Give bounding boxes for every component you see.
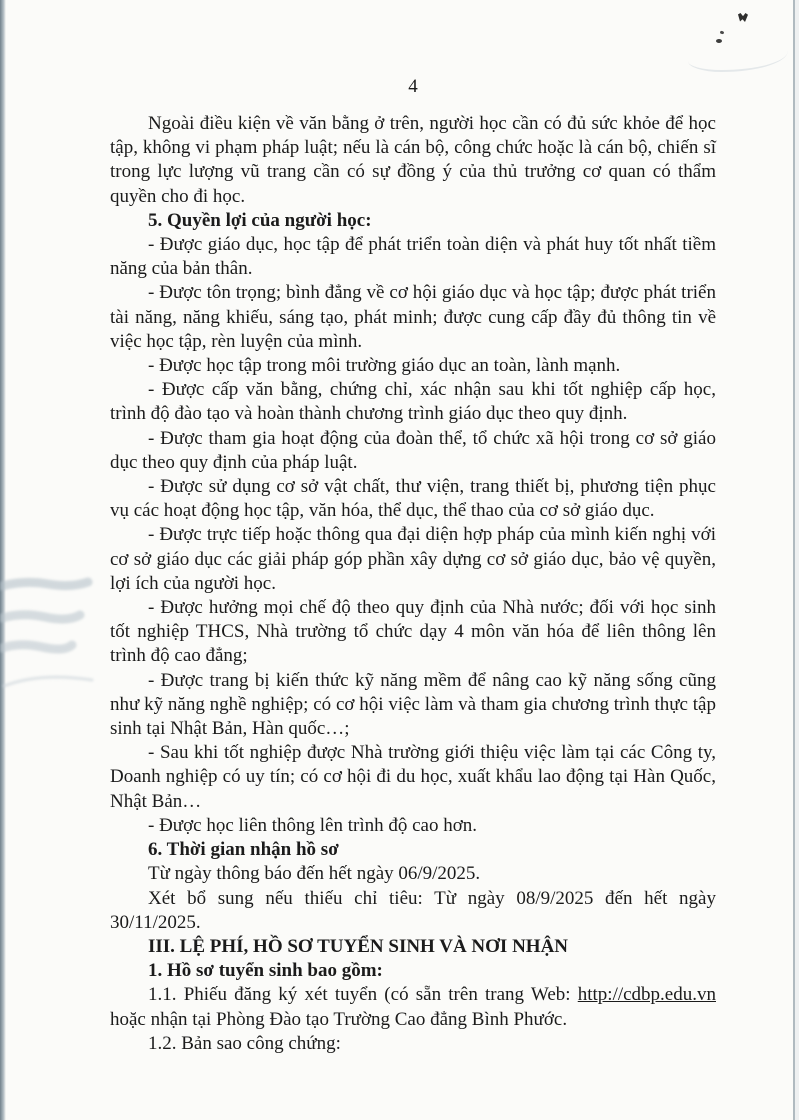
text-run: 1. Hồ sơ tuyển sinh bao gồm: — [148, 960, 383, 982]
text-run: - Được trang bị kiến thức kỹ năng mềm để nâng cao kỹ năng sống cũng như kỹ năng nghề nghiệp; có cơ hội việc làm và tham gia chương trình thực tập sinh tại Nhật Bản, Hàn quốc…; — [110, 669, 716, 740]
body-paragraph — [110, 983, 716, 1031]
body-paragraph — [110, 596, 716, 669]
web-link[interactable]: http://cdbp.edu.vn — [577, 984, 716, 1006]
heading-paragraph — [110, 959, 716, 983]
body-paragraph — [110, 233, 716, 281]
body-paragraph — [110, 669, 716, 742]
body-paragraph — [110, 814, 716, 838]
body-paragraph — [110, 741, 716, 814]
body-paragraph — [110, 1032, 716, 1056]
body-paragraph — [110, 887, 716, 935]
body-paragraph — [110, 354, 716, 378]
text-run: - Được học tập trong môi trường giáo dục an toàn, lành mạnh. — [148, 355, 621, 377]
page-right-edge-line — [793, 0, 795, 1120]
text-run: 1.2. Bản sao công chứng: — [148, 1032, 341, 1054]
text-run: - Được hưởng mọi chế độ theo quy định của Nhà nước; đối với học sinh tốt nghiệp THCS, Nhà trường tổ chức dạy 4 môn văn hóa để liên thông lên trình độ cao đẳng; — [110, 597, 716, 667]
page-number: 4 — [408, 76, 418, 97]
heading-paragraph — [110, 935, 716, 959]
body-paragraph — [110, 427, 716, 475]
body-paragraph — [110, 112, 716, 209]
text-run: - Được học liên thông lên trình độ cao hơn. — [148, 814, 478, 836]
text-run: 5. Quyền lợi của người học: — [148, 209, 372, 231]
page-left-edge-shadow — [0, 0, 6, 1120]
page-right-margin — [795, 0, 799, 1120]
text-run: - Được sử dụng cơ sở vật chất, thư viện, trang thiết bị, phương tiện phục vụ các hoạt động học tập, văn hóa, thể dục, thể thao của cơ sở giáo dục. — [110, 476, 716, 522]
bleedthrough-artifact — [0, 568, 100, 698]
text-run: Từ ngày thông báo đến hết ngày 06/9/2025. — [148, 863, 481, 885]
text-run: - Sau khi tốt nghiệp được Nhà trường giới thiệu việc làm tại các Công ty, Doanh nghiệp có uy tín; có cơ hội đi du học, xuất khẩu lao động tại Hàn Quốc, Nhật Bản… — [110, 742, 716, 812]
body-paragraph — [110, 862, 716, 886]
heading-paragraph — [110, 838, 716, 862]
text-run: 6. Thời gian nhận hồ sơ — [148, 839, 339, 861]
text-run: hoặc nhận tại Phòng Đào tạo Trường Cao đẳng Bình Phước. — [110, 1008, 568, 1030]
body-paragraph — [110, 523, 716, 596]
ink-speck-artifact — [738, 13, 748, 22]
text-run: - Được giáo dục, học tập để phát triển toàn diện và phát huy tốt nhất tiềm năng của bản thân. — [110, 234, 716, 280]
text-run: - Được trực tiếp hoặc thông qua đại diện hợp pháp của mình kiến nghị với cơ sở giáo dục các giải pháp góp phần xây dựng cơ sở giáo dục, bảo vệ quyền, lợi ích của người học. — [110, 524, 716, 594]
text-run: - Được cấp văn bằng, chứng chỉ, xác nhận sau khi tốt nghiệp cấp học, trình độ đào tạo và hoàn thành chương trình giáo dục theo quy định. — [110, 379, 716, 425]
body-paragraph — [110, 281, 716, 354]
document-body — [110, 112, 716, 1056]
text-run: - Được tham gia hoạt động của đoàn thể, tổ chức xã hội trong cơ sở giáo dục theo quy định của pháp luật. — [110, 427, 716, 473]
ink-speck-artifact — [720, 30, 725, 34]
body-paragraph — [110, 378, 716, 426]
text-run: Ngoài điều kiện về văn bằng ở trên, người học cần có đủ sức khỏe để học tập, không vi phạm pháp luật; nếu là cán bộ, công chức hoặc là cán bộ, chiến sĩ trong lực lượng vũ trang cần có sự đồng ý của thủ trưởng cơ quan có thẩm quyền cho đi học. — [110, 113, 716, 207]
body-paragraph — [110, 475, 716, 523]
scan-crease-artifact — [688, 40, 788, 72]
text-run: - Được tôn trọng; bình đẳng về cơ hội giáo dục và học tập; được phát triển tài năng, năng khiếu, sáng tạo, phát minh; được cung cấp đầy đủ thông tin về việc học tập, rèn luyện của mình. — [110, 282, 716, 352]
text-run: Xét bổ sung nếu thiếu chỉ tiêu: Từ ngày 08/9/2025 đến hết ngày 30/11/2025. — [110, 887, 716, 933]
text-run: 1.1. Phiếu đăng ký xét tuyển (có sẵn trên trang Web: — [148, 984, 578, 1006]
text-run: III. LỆ PHÍ, HỒ SƠ TUYỂN SINH VÀ NƠI NHẬN — [148, 935, 569, 957]
heading-paragraph — [110, 209, 716, 233]
